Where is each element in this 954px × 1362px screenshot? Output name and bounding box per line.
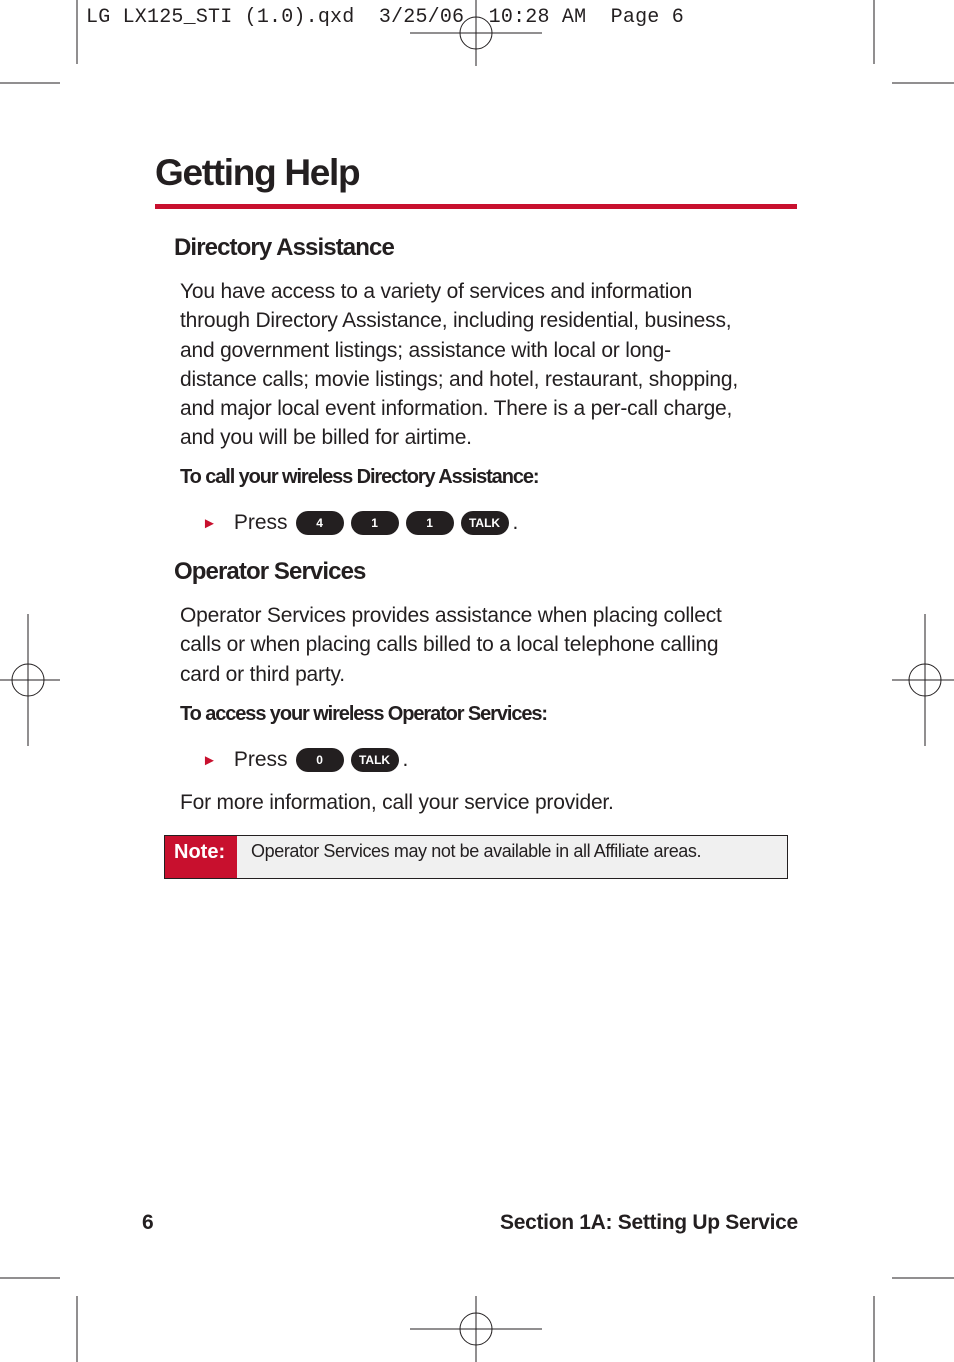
paragraph-line: through Directory Assistance, including residential, business,: [180, 309, 732, 333]
directory-assistance-heading: Directory Assistance: [174, 234, 394, 261]
key-4: 4: [296, 511, 344, 535]
directory-step: [202, 508, 518, 538]
directory-assistance-paragraph: [180, 277, 800, 453]
print-slug-line: LG LX125_STI (1.0).qxd 3/25/06 10:28 AM Page 6: [86, 6, 684, 29]
note-box: [164, 835, 788, 879]
bullet-arrow-icon: ►: [202, 514, 217, 532]
page-number: 6: [142, 1211, 154, 1234]
step-end-period: .: [512, 511, 519, 534]
paragraph-line: Operator Services provides assistance when placing collect: [180, 604, 722, 627]
key-0: 0: [296, 748, 344, 772]
key-talk: TALK: [461, 511, 509, 535]
note-label: Note:: [165, 836, 237, 878]
title-rule: [155, 204, 797, 209]
operator-instruction: To access your wireless Operator Services:: [180, 703, 547, 725]
paragraph-line: and government listings; assistance with local or long-: [180, 338, 671, 362]
paragraph-line: and major local event information. There is a per-call charge,: [180, 397, 733, 421]
key-talk: TALK: [351, 748, 399, 772]
press-label: Press: [233, 511, 288, 534]
page-title: Getting Help: [155, 152, 360, 193]
key-1: 1: [406, 511, 454, 535]
paragraph-line: card or third party.: [180, 662, 345, 686]
more-info-text: For more information, call your service provider.: [180, 791, 614, 814]
operator-step: [202, 745, 408, 775]
paragraph-line: calls or when placing calls billed to a local telephone calling: [180, 633, 719, 657]
directory-instruction: To call your wireless Directory Assistance:: [180, 466, 539, 488]
paragraph-line: and you will be billed for airtime.: [180, 426, 472, 450]
note-text: Operator Services may not be available in all Affiliate areas.: [251, 841, 702, 861]
press-label: Press: [233, 748, 288, 771]
operator-services-paragraph: [180, 601, 800, 689]
section-footer: Section 1A: Setting Up Service: [500, 1211, 798, 1234]
key-1: 1: [351, 511, 399, 535]
paragraph-line: distance calls; movie listings; and hotel, restaurant, shopping,: [180, 367, 739, 391]
step-end-period: .: [402, 748, 409, 771]
bullet-arrow-icon: ►: [202, 751, 217, 769]
operator-services-heading: Operator Services: [174, 558, 366, 585]
paragraph-line: You have access to a variety of services and information: [180, 280, 693, 303]
